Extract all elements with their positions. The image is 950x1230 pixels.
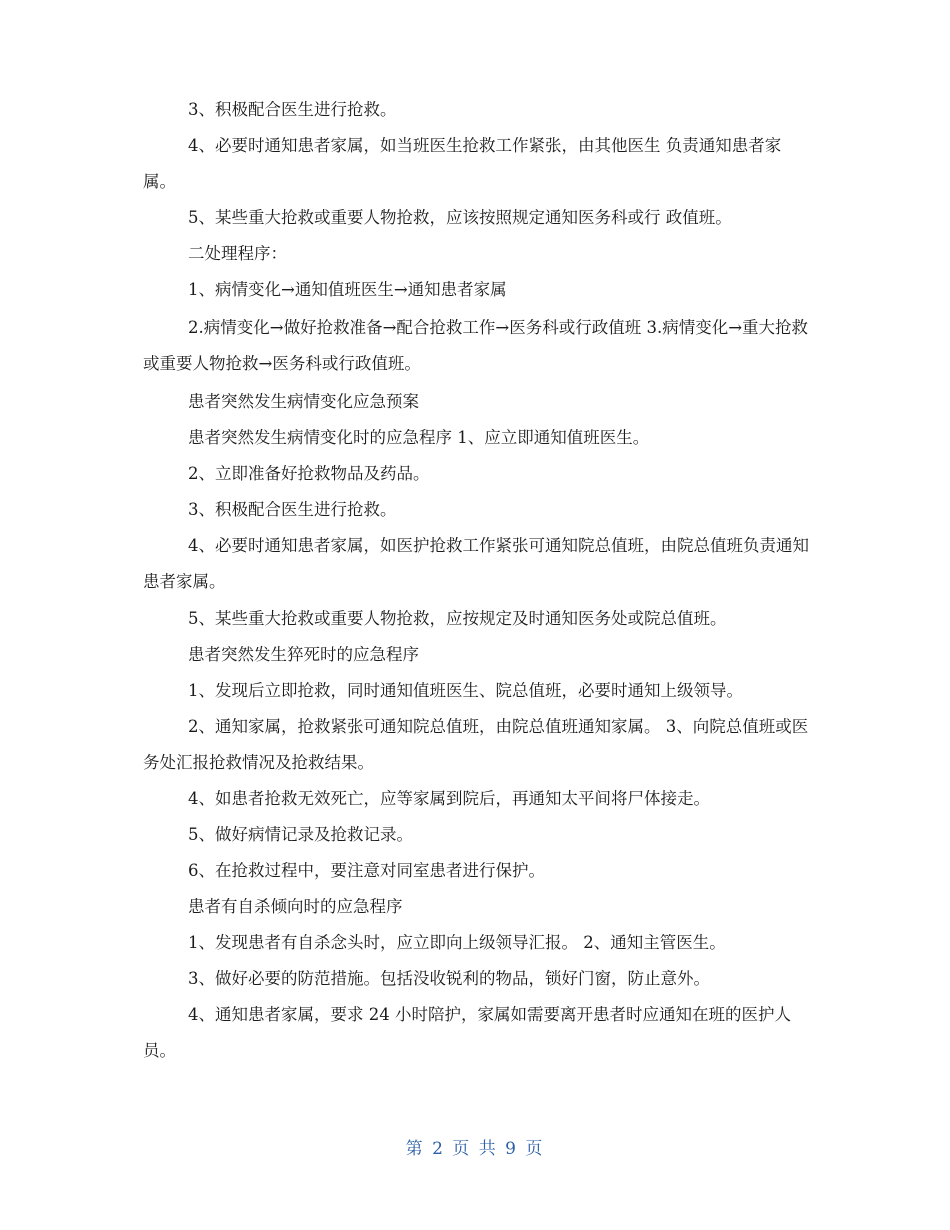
section-heading-procedure: 二处理程序： xyxy=(188,244,287,263)
paragraph-5: 2.病情变化→做好抢救准备→配合抢救工作→医务科或行政值班 3.病情变化→重大抢救或重要人物抢救→医务科或行政值班。 xyxy=(143,318,809,373)
paragraph-13: 4、如患者抢救无效死亡，应等家属到院后，再通知太平间将尸体接走。 xyxy=(188,789,710,808)
paragraph-11: 1、发现后立即抢救，同时通知值班医生、院总值班，必要时通知上级领导。 xyxy=(188,681,743,700)
paragraph-9: 4、必要时通知患者家属，如医护抢救工作紧张可通知院总值班，由院总值班负责通知患者家属。 xyxy=(143,536,809,591)
paragraph-1: 3、积极配合医生进行抢救。 xyxy=(188,100,397,119)
section-heading-suicide: 患者有自杀倾向时的应急程序 xyxy=(188,897,403,916)
section-heading-sudden-death: 患者突然发生猝死时的应急程序 xyxy=(188,645,419,664)
paragraph-16: 1、发现患者有自杀念头时，应立即向上级领导汇报。 2、通知主管医生。 xyxy=(188,933,726,952)
paragraph-14: 5、做好病情记录及抢救记录。 xyxy=(188,825,413,844)
paragraph-15: 6、在抢救过程中，要注意对同室患者进行保护。 xyxy=(188,861,545,880)
section-heading-emergency-plan: 患者突然发生病情变化应急预案 xyxy=(188,392,419,411)
paragraph-4: 1、病情变化→通知值班医生→通知患者家属 xyxy=(188,280,507,299)
paragraph-2: 4、必要时通知患者家属，如当班医生抢救工作紧张，由其他医生 负责通知患者家属。 xyxy=(143,136,782,191)
paragraph-3: 5、某些重大抢救或重要人物抢救，应该按照规定通知医务科或行 政值班。 xyxy=(188,208,732,227)
paragraph-8: 3、积极配合医生进行抢救。 xyxy=(188,500,397,519)
paragraph-18: 4、通知患者家属，要求 24 小时陪护，家属如需要离开患者时应通知在班的医护人员。 xyxy=(143,1005,791,1060)
page-number-footer: 第 2 页 共 9 页 xyxy=(405,1139,545,1159)
paragraph-10: 5、某些重大抢救或重要人物抢救，应按规定及时通知医务处或院总值班。 xyxy=(188,609,727,628)
paragraph-7: 2、立即准备好抢救物品及药品。 xyxy=(188,464,430,483)
paragraph-12: 2、通知家属，抢救紧张可通知院总值班，由院总值班通知家属。 3、向院总值班或医务处汇报抢救情况及抢救结果。 xyxy=(143,717,809,772)
paragraph-6: 患者突然发生病情变化时的应急程序 1、应立即通知值班医生。 xyxy=(188,428,650,447)
paragraph-17: 3、做好必要的防范措施。包括没收锐利的物品，锁好门窗，防止意外。 xyxy=(188,969,710,988)
